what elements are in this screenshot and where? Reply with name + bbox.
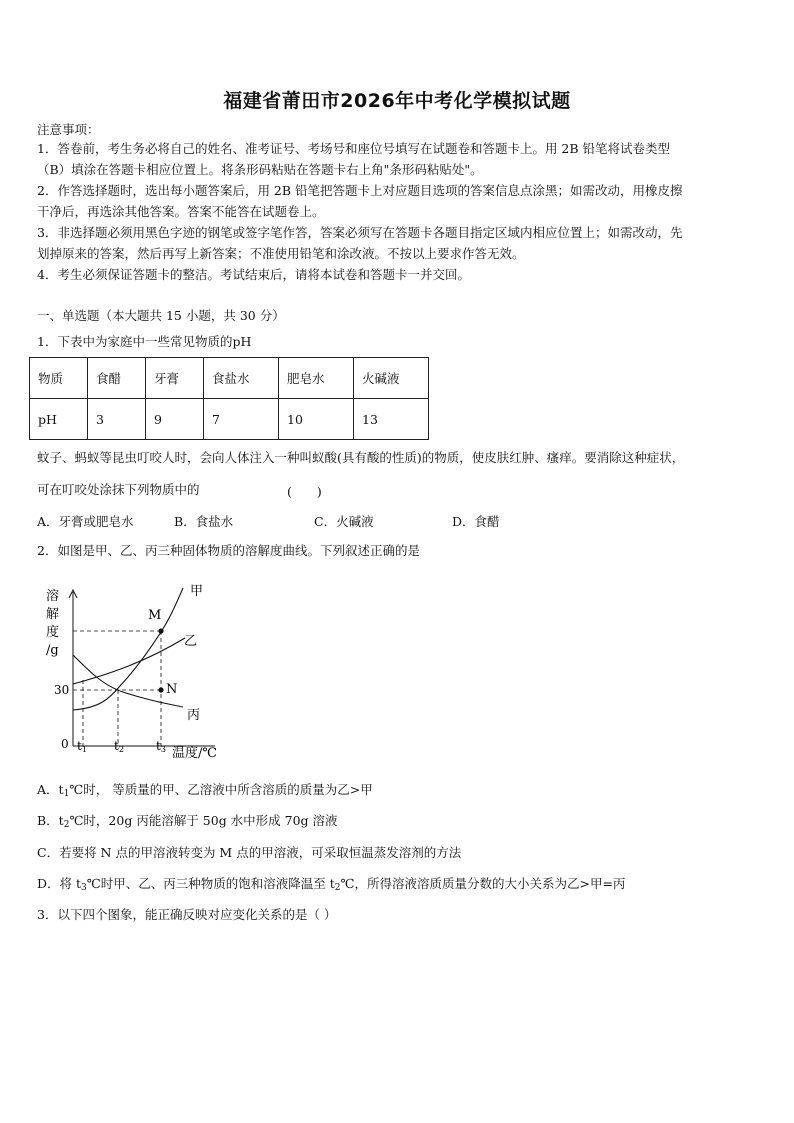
subscript: 1	[63, 789, 70, 799]
notice-line: 1．答卷前，考生务必将自己的姓名、准考证号、考场号和座位号填写在试题卷和答题卡上。用 2B 铅笔将试卷类型	[37, 141, 671, 156]
x-tick-label	[114, 739, 124, 754]
table-cell: 火碱液	[354, 358, 429, 399]
option-a	[37, 782, 373, 798]
option-text: ℃时，20g 丙能溶解于 50g 水中形成 70g 溶液	[69, 813, 338, 828]
y-axis-label: /g	[46, 643, 59, 658]
notice-line: 2．作答选择题时，选出每小题答案后，用 2B 铅笔把答题卡上对应题目选项的答案信息点涂黑；如需改动，用橡皮擦	[37, 183, 683, 198]
option-a: A．牙膏或肥皂水	[37, 514, 134, 529]
table-cell: 10	[279, 399, 354, 440]
x-tick-label	[156, 739, 166, 754]
point-m	[158, 628, 163, 633]
x-tick-sub: 1	[81, 745, 87, 754]
y-tick-label: 30	[54, 683, 70, 697]
table-cell: 食盐水	[204, 358, 279, 399]
question-1-context: 蚊子、蚂蚁等昆虫叮咬人时，会向人体注入一种叫蚁酸(具有酸的性质)的物质，使皮肤红肿、瘙痒。要消除这种症状，	[37, 450, 685, 465]
subscript: 2	[334, 883, 341, 893]
x-tick-t: t	[77, 739, 82, 753]
table-row	[30, 358, 429, 399]
point-n	[158, 687, 163, 692]
option-text: ℃时甲、乙、丙三种物质的饱和溶液降温至 t	[86, 876, 335, 891]
table-cell: 13	[354, 399, 429, 440]
curve-bing	[73, 655, 183, 707]
section-heading: 一、单选题（本大题共 15 小题，共 30 分）	[37, 308, 285, 323]
x-tick-t: t	[156, 739, 161, 753]
notice-line: 干净后，再选涂其他答案。答案不能答在试题卷上。	[37, 204, 325, 219]
point-n-label: N	[166, 682, 178, 697]
option-text: ℃，所得溶液溶质质量分数的大小关系为乙>甲=丙	[340, 876, 626, 891]
y-axis-label: 溶	[46, 589, 60, 604]
exam-title: 福建省莆田市2026年中考化学模拟试题	[223, 90, 571, 112]
table-cell: 肥皂水	[279, 358, 354, 399]
table-row	[30, 399, 429, 440]
table-cell: 牙膏	[146, 358, 204, 399]
option-text: B．t	[37, 813, 64, 828]
subscript: 3	[81, 883, 87, 893]
option-b: B．食盐水	[174, 514, 234, 529]
origin-label: 0	[61, 737, 69, 751]
question-3-stem: 3．以下四个图象，能正确反映对应变化关系的是（ ）	[37, 907, 337, 922]
ph-table	[29, 357, 429, 440]
curve-yi	[73, 638, 185, 684]
question-1-stem: 1．下表中为家庭中一些常见物质的pH	[37, 334, 252, 349]
x-tick-sub: 2	[118, 745, 124, 754]
answer-blank: ( )	[287, 484, 322, 499]
table-cell: 食醋	[88, 358, 146, 399]
notice-line: 3．非选择题必须用黑色字迹的钢笔或签字笔作答，答案必须写在答题卡各题目指定区域内相应位置上；如需改动，先	[37, 225, 683, 240]
notice-line: 划掉原来的答案，然后再写上新答案；不准使用铅笔和涂改液。不按以上要求作答无效。	[37, 246, 525, 261]
series-label-bing: 丙	[187, 708, 201, 723]
table-cell: 7	[204, 399, 279, 440]
table-cell: 3	[88, 399, 146, 440]
option-c: C．火碱液	[314, 514, 374, 529]
point-m-label: M	[148, 608, 162, 623]
subscript: 2	[63, 820, 70, 830]
solubility-chart	[40, 578, 240, 763]
y-axis-label: 解	[46, 607, 60, 622]
series-label-jia: 甲	[190, 584, 204, 599]
question-2-stem: 2．如图是甲、乙、丙三种固体物质的溶解度曲线。下列叙述正确的是	[37, 543, 420, 558]
table-cell: 9	[146, 399, 204, 440]
option-c: C．若要将 N 点的甲溶液转变为 M 点的甲溶液，可采取恒温蒸发溶剂的方法	[37, 845, 462, 860]
x-tick-t: t	[114, 739, 119, 753]
option-d	[37, 876, 625, 892]
table-cell: 物质	[30, 358, 88, 399]
option-text: D．将 t	[37, 876, 82, 891]
option-d: D．食醋	[452, 514, 500, 529]
notice-line: 4．考生必须保证答题卡的整洁。考试结束后，请将本试卷和答题卡一并交回。	[37, 267, 470, 282]
notice-label: 注意事项：	[37, 122, 100, 137]
y-axis-label: 度	[46, 625, 60, 640]
x-tick-label	[77, 739, 87, 754]
option-text: A．t	[37, 782, 64, 797]
x-axis-label: 温度/℃	[172, 746, 217, 761]
question-1-context: 可在叮咬处涂抹下列物质中的	[37, 482, 200, 497]
x-tick-sub: 3	[160, 745, 166, 754]
option-text: ℃时， 等质量的甲、乙溶液中所含溶质的质量为乙>甲	[69, 782, 373, 797]
question-1-options	[37, 512, 737, 528]
notice-line: （B）填涂在答题卡相应位置上。将条形码粘贴在答题卡右上角"条形码粘贴处"。	[37, 162, 483, 177]
table-cell: pH	[30, 399, 88, 440]
option-b	[37, 813, 338, 829]
series-label-yi: 乙	[184, 634, 198, 649]
